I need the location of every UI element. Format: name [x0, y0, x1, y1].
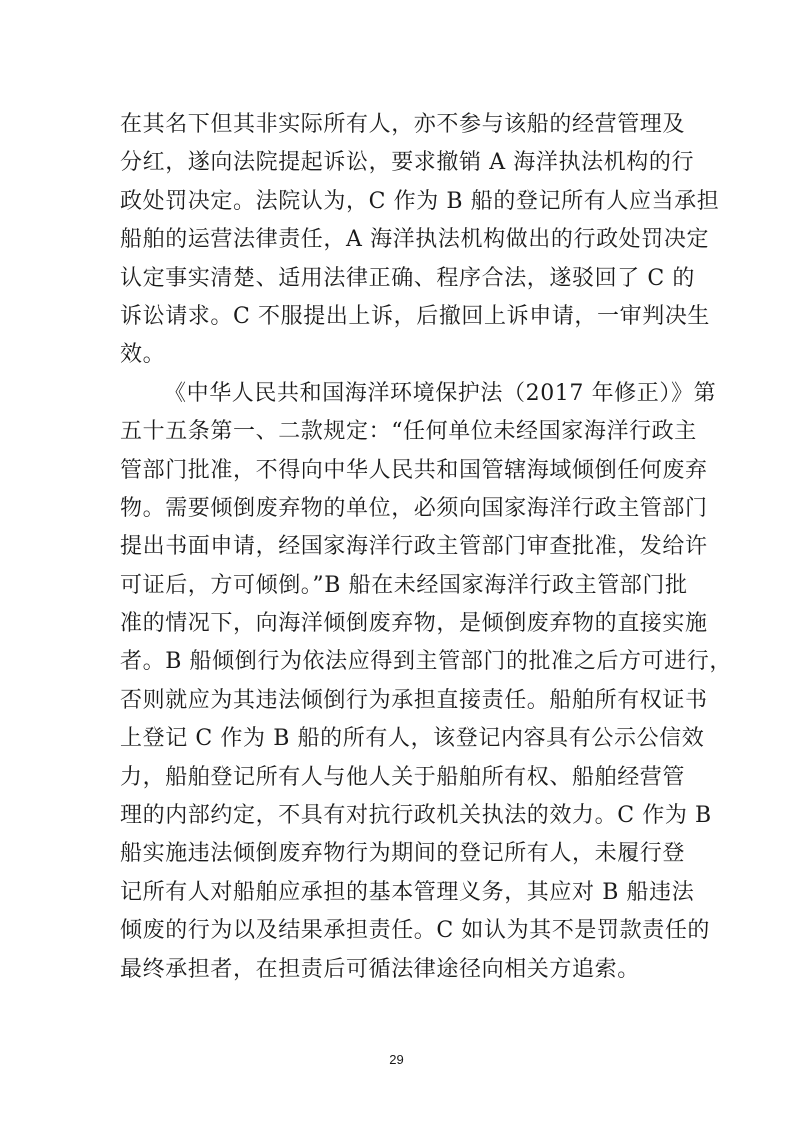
text-line: 效。	[120, 342, 166, 368]
text-line: 分红，遂向法院提起诉讼，要求撤销 A 海洋执法机构的行	[120, 150, 695, 176]
text-line: 记所有人对船舶应承担的基本管理义务，其应对 B 船违法	[120, 879, 695, 905]
text-line: 可证后，方可倾倒。”B 船在未经国家海洋行政主管部门批	[120, 572, 688, 598]
text-line: 船实施违法倾倒废弃物行为期间的登记所有人，未履行登	[120, 841, 686, 867]
paragraph	[120, 375, 732, 989]
text-line: 在其名下但其非实际所有人，亦不参与该船的经营管理及	[120, 112, 686, 137]
text-line: 倾废的行为以及结果承担责任。C 如认为其不是罚款责任的	[120, 918, 711, 944]
body-text	[120, 106, 732, 989]
text-line: 物。需要倾倒废弃物的单位，必须向国家海洋行政主管部门	[120, 495, 708, 521]
text-line: 否则就应为其违法倾倒行为承担直接责任。船舶所有权证书	[120, 687, 708, 713]
text-line: 《中华人民共和国海洋环境保护法（2017 年修正）》第	[164, 380, 717, 406]
text-line: 诉讼请求。C 不服提出上诉，后撤回上诉申请，一审判决生	[120, 303, 711, 329]
text-line: 力，船舶登记所有人与他人关于船舶所有权、船舶经营管	[120, 764, 686, 790]
text-line: 管部门批准，不得向中华人民共和国管辖海域倾倒任何废弃	[120, 457, 708, 483]
text-line: 最终承担者，在担责后可循法律途径向相关方追索。	[120, 956, 640, 982]
text-line: 认定事实清楚、适用法律正确、程序合法，遂驳回了 C 的	[120, 265, 696, 291]
page-number: 29	[389, 1052, 404, 1067]
text-line: 上登记 C 作为 B 船的所有人，该登记内容具有公示公信效	[120, 726, 705, 752]
text-line: 船舶的运营法律责任，A 海洋执法机构做出的行政处罚决定	[120, 227, 710, 253]
text-line: 者。B 船倾倒行为依法应得到主管部门的批准之后方可进行，	[120, 649, 732, 675]
paragraph	[120, 106, 720, 375]
text-line: 五十五条第一、二款规定：“任何单位未经国家海洋行政主	[120, 419, 697, 445]
text-line: 准的情况下，向海洋倾倒废弃物，是倾倒废弃物的直接实施	[120, 611, 708, 637]
text-line: 提出书面申请，经国家海洋行政主管部门审查批准，发给许	[120, 534, 708, 560]
text-line: 理的内部约定，不具有对抗行政机关执法的效力。C 作为 B	[120, 803, 712, 829]
text-line: 政处罚决定。法院认为，C 作为 B 船的登记所有人应当承担	[120, 188, 720, 214]
